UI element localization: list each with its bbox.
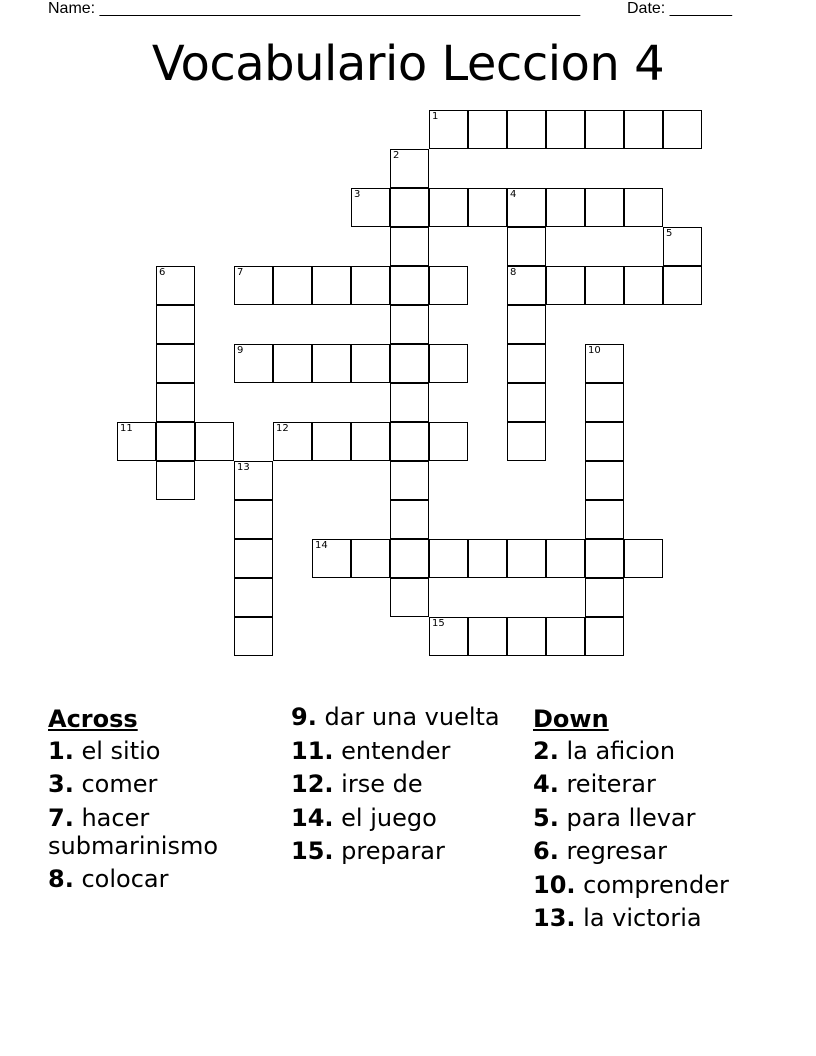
clue-number: 9.	[291, 703, 317, 731]
clue-item	[48, 737, 278, 765]
crossword-cell[interactable]	[429, 266, 468, 305]
clue-number: 13.	[533, 904, 576, 932]
clue-number-label: 6	[159, 267, 166, 278]
crossword-cell[interactable]	[663, 227, 702, 266]
clue-number-label: 14	[315, 540, 328, 551]
crossword-cell[interactable]	[585, 617, 624, 656]
crossword-cell[interactable]	[507, 227, 546, 266]
crossword-cell[interactable]	[429, 110, 468, 149]
crossword-cell[interactable]	[585, 266, 624, 305]
crossword-cell[interactable]	[195, 422, 234, 461]
crossword-cell[interactable]	[507, 305, 546, 344]
crossword-cell[interactable]	[351, 344, 390, 383]
crossword-cell[interactable]	[546, 266, 585, 305]
crossword-cell[interactable]	[390, 266, 429, 305]
crossword-cell[interactable]	[390, 422, 429, 461]
crossword-cell[interactable]	[156, 422, 195, 461]
clue-number-label: 8	[510, 267, 517, 278]
clue-heading: Down	[533, 705, 609, 733]
clue-item	[533, 871, 783, 899]
crossword-cell[interactable]	[117, 422, 156, 461]
clue-item	[48, 804, 278, 860]
clue-text: irse de	[341, 770, 423, 798]
clue-item	[291, 737, 511, 765]
clue-number-label: 5	[666, 228, 673, 239]
clue-number-label: 10	[588, 345, 601, 356]
crossword-cell[interactable]	[156, 344, 195, 383]
crossword-cell[interactable]	[390, 149, 429, 188]
clue-number: 15.	[291, 837, 334, 865]
crossword-cell[interactable]	[156, 305, 195, 344]
clue-number-label: 13	[237, 462, 250, 473]
crossword-cell[interactable]	[390, 500, 429, 539]
clue-number-label: 1	[432, 111, 439, 122]
crossword-cell[interactable]	[312, 422, 351, 461]
crossword-cell[interactable]	[624, 110, 663, 149]
clue-text: la victoria	[583, 904, 702, 932]
clue-text: comprender	[583, 870, 729, 899]
crossword-cell[interactable]	[351, 422, 390, 461]
clue-number: 11.	[291, 736, 334, 765]
clue-text: reiterar	[566, 770, 656, 798]
clue-number: 3.	[48, 770, 74, 798]
crossword-cell[interactable]	[390, 578, 429, 617]
clue-text: dar una vuelta	[324, 703, 500, 731]
clue-text: comer	[81, 770, 158, 798]
crossword-cell[interactable]	[507, 188, 546, 227]
crossword-cell[interactable]	[351, 539, 390, 578]
clue-item	[291, 837, 511, 865]
crossword-cell[interactable]	[624, 188, 663, 227]
clue-number: 1.	[48, 736, 74, 765]
clue-number: 14.	[291, 803, 334, 832]
crossword-cell[interactable]	[234, 344, 273, 383]
clue-text: la aficion	[566, 736, 676, 765]
crossword-cell[interactable]	[507, 422, 546, 461]
clue-number: 6.	[533, 837, 559, 865]
crossword-cell[interactable]	[390, 188, 429, 227]
crossword-cell[interactable]	[234, 500, 273, 539]
crossword-cell[interactable]	[390, 539, 429, 578]
crossword-cell[interactable]	[624, 266, 663, 305]
clue-number: 10.	[533, 870, 576, 899]
clue-text: para llevar	[566, 803, 696, 832]
crossword-cell[interactable]	[585, 344, 624, 383]
crossword-cell[interactable]	[390, 305, 429, 344]
crossword-cell[interactable]	[429, 344, 468, 383]
name-field-line: Name: ______________________________________________________	[48, 0, 581, 17]
clue-item	[533, 904, 783, 932]
clue-text: entender	[341, 736, 451, 765]
clue-item	[533, 737, 783, 765]
crossword-cell[interactable]	[507, 344, 546, 383]
crossword-cell[interactable]	[390, 461, 429, 500]
clue-text: el sitio	[81, 736, 161, 765]
crossword-cell[interactable]	[351, 188, 390, 227]
crossword-cell[interactable]	[468, 110, 507, 149]
crossword-cell[interactable]	[234, 578, 273, 617]
crossword-cell[interactable]	[663, 266, 702, 305]
crossword-cell[interactable]	[156, 266, 195, 305]
crossword-cell[interactable]	[585, 500, 624, 539]
clue-item	[291, 804, 511, 832]
clue-number-label: 9	[237, 345, 244, 356]
crossword-cell[interactable]	[507, 266, 546, 305]
crossword-cell[interactable]	[546, 539, 585, 578]
crossword-cell[interactable]	[468, 188, 507, 227]
clue-number-label: 11	[120, 423, 133, 434]
clue-number: 2.	[533, 736, 559, 765]
clue-number: 4.	[533, 770, 559, 798]
crossword-cell[interactable]	[585, 539, 624, 578]
crossword-cell[interactable]	[273, 344, 312, 383]
crossword-cell[interactable]	[390, 383, 429, 422]
crossword-cell[interactable]	[624, 539, 663, 578]
clue-number-label: 3	[354, 189, 361, 200]
clue-number: 8.	[48, 865, 74, 893]
crossword-cell[interactable]	[429, 188, 468, 227]
crossword-cell[interactable]	[429, 539, 468, 578]
crossword-cell[interactable]	[234, 617, 273, 656]
crossword-cell[interactable]	[156, 461, 195, 500]
clue-item	[533, 837, 783, 865]
clue-text: regresar	[566, 837, 667, 865]
clue-heading: Across	[48, 705, 138, 733]
crossword-cell[interactable]	[312, 344, 351, 383]
crossword-cell[interactable]	[468, 617, 507, 656]
clue-number-label: 7	[237, 267, 244, 278]
clues-column-down	[533, 703, 783, 938]
crossword-cell[interactable]	[234, 461, 273, 500]
clue-item	[291, 770, 511, 798]
crossword-cell[interactable]	[546, 188, 585, 227]
crossword-cell[interactable]	[390, 227, 429, 266]
clue-item	[533, 804, 783, 832]
clues-column-across-continued	[291, 703, 511, 871]
clue-number: 12.	[291, 770, 334, 798]
crossword-cell[interactable]	[585, 578, 624, 617]
crossword-cell[interactable]	[156, 383, 195, 422]
clue-item	[291, 703, 511, 731]
crossword-cell[interactable]	[663, 110, 702, 149]
crossword-cell[interactable]	[507, 110, 546, 149]
clue-item	[533, 770, 783, 798]
crossword-cell[interactable]	[273, 266, 312, 305]
crossword-cell[interactable]	[390, 344, 429, 383]
crossword-cell[interactable]	[429, 617, 468, 656]
crossword-cell[interactable]	[507, 617, 546, 656]
clue-text: preparar	[341, 837, 445, 865]
crossword-cell[interactable]	[273, 422, 312, 461]
crossword-cell[interactable]	[585, 461, 624, 500]
crossword-cell[interactable]	[351, 266, 390, 305]
clue-text: hacer submarinismo	[48, 803, 219, 860]
crossword-cell[interactable]	[312, 539, 351, 578]
crossword-cell[interactable]	[234, 266, 273, 305]
clue-number-label: 15	[432, 618, 445, 629]
clue-number: 5.	[533, 803, 559, 832]
crossword-cell[interactable]	[507, 383, 546, 422]
clues-column-across	[48, 703, 278, 899]
clue-text: el juego	[341, 803, 437, 832]
crossword-cell[interactable]	[546, 617, 585, 656]
clue-number-label: 12	[276, 423, 289, 434]
page-title: Vocabulario Leccion 4	[151, 36, 665, 92]
clue-item	[48, 770, 278, 798]
crossword-cell[interactable]	[585, 110, 624, 149]
clue-number-label: 2	[393, 150, 400, 161]
clue-number-label: 4	[510, 189, 517, 200]
crossword-cell[interactable]	[585, 422, 624, 461]
clue-text: colocar	[81, 865, 169, 893]
crossword-cell[interactable]	[507, 539, 546, 578]
crossword-cell[interactable]	[312, 266, 351, 305]
crossword-cell[interactable]	[429, 422, 468, 461]
clue-item	[48, 865, 278, 893]
crossword-cell[interactable]	[468, 539, 507, 578]
clue-number: 7.	[48, 803, 74, 832]
crossword-cell[interactable]	[546, 110, 585, 149]
crossword-cell[interactable]	[585, 383, 624, 422]
crossword-cell[interactable]	[585, 188, 624, 227]
crossword-cell[interactable]	[234, 539, 273, 578]
date-field-line: Date: _______	[627, 0, 732, 17]
